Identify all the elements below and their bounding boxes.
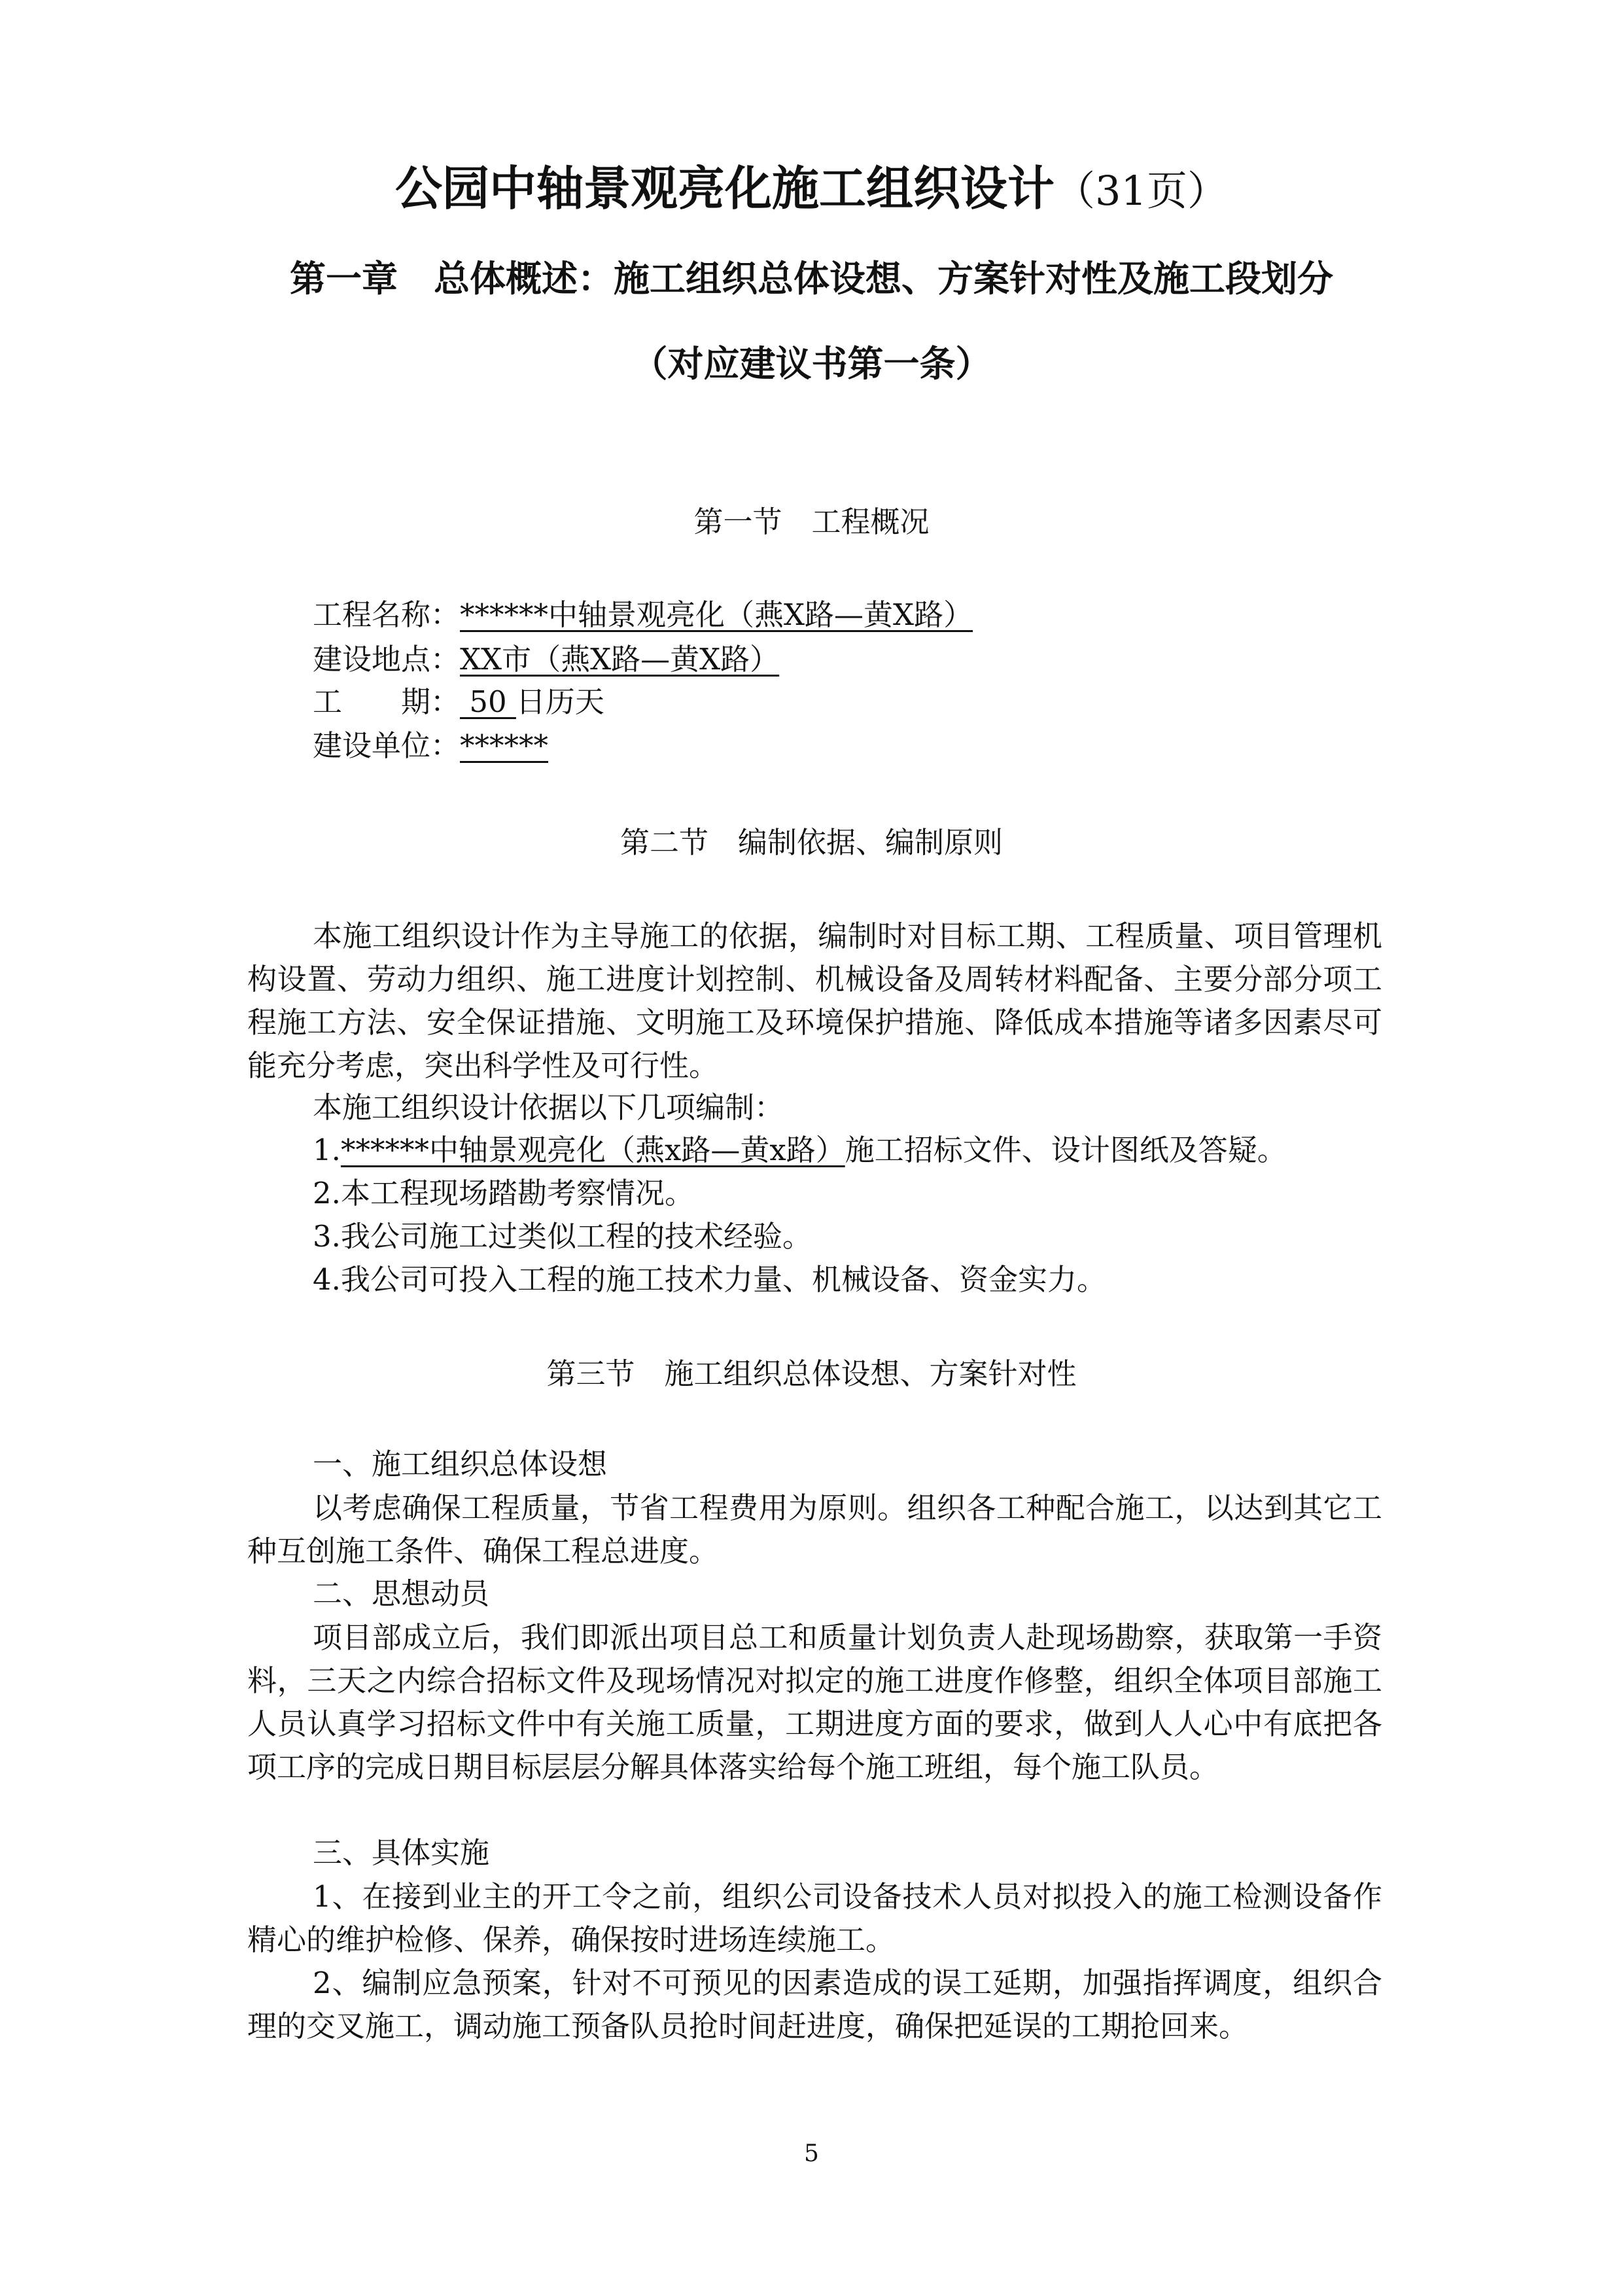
- item-number: 2.: [313, 1176, 341, 1210]
- info-value: XX市（燕X路—黄X路）: [460, 642, 780, 677]
- subheading: 二、思想动员: [313, 1576, 490, 1611]
- section1-heading: 第一节 工程概况: [693, 504, 930, 539]
- title-page-count: （31页）: [1055, 167, 1228, 215]
- paragraph: 以考虑确保工程质量，节省工程费用为原则。组织各工种配合施工，以达到其它工种互创施工条件、确保工程总进度。: [247, 1491, 1382, 1568]
- info-location: [313, 639, 779, 680]
- section3-heading: 第三节 施工组织总体设想、方案针对性: [546, 1356, 1077, 1391]
- list-item: [313, 1129, 1287, 1171]
- list-item: [313, 1173, 694, 1214]
- item-underlined: ******中轴景观亮化（燕x路—黄x路）: [340, 1133, 845, 1167]
- item-text: 本工程现场踏勘考察情况。: [340, 1176, 694, 1210]
- list-item: [313, 1216, 812, 1258]
- info-suffix: 日历天: [515, 684, 604, 719]
- document-title: [0, 157, 1623, 222]
- info-value: ******中轴景观亮化（燕X路—黄X路）: [460, 597, 973, 632]
- item-text: 施工招标文件、设计图纸及答疑。: [845, 1133, 1287, 1167]
- item-number: 3.: [313, 1219, 341, 1254]
- info-label: 建设地点：: [313, 642, 461, 677]
- item-number: 1.: [313, 1133, 341, 1167]
- item-number: 4.: [313, 1262, 341, 1297]
- list-item: [313, 1259, 1106, 1301]
- paragraph: 1、在接到业主的开工令之前，组织公司设备技术人员对拟投入的施工检测设备作精心的维护检修、保养，确保按时进场连续施工。: [247, 1879, 1382, 1957]
- info-project-name: [313, 594, 973, 636]
- title-main: 公园中轴景观亮化施工组织设计: [395, 160, 1055, 216]
- item-text: 我公司可投入工程的施工技术力量、机械设备、资金实力。: [340, 1262, 1106, 1297]
- info-value: ******: [460, 728, 549, 763]
- item-text: 我公司施工过类似工程的技术经验。: [340, 1219, 812, 1254]
- info-label: 建设单位：: [313, 728, 461, 763]
- chapter-heading: 第一章 总体概述：施工组织总体设想、方案针对性及施工段划分: [289, 257, 1333, 300]
- info-label: 工程名称：: [313, 597, 461, 632]
- paragraph: 2、编制应急预案，针对不可预见的因素造成的误工延期，加强指挥调度，组织合理的交叉施工，调动施工预备队员抢时间赶进度，确保把延误的工期抢回来。: [247, 1966, 1382, 2043]
- section2-heading: 第二节 编制依据、编制原则: [620, 825, 1003, 860]
- page-number: 5: [804, 2140, 819, 2167]
- chapter-subheading: （对应建议书第一条）: [631, 342, 992, 385]
- paragraph: 项目部成立后，我们即派出项目总工和质量计划负责人赴现场勘察，获取第一手资料，三天之内综合招标文件及现场情况对拟定的施工进度作修整，组织全体项目部施工人员认真学习招标文件中有关施工质量，工期进度方面的要求，做到人人心中有底把各项工序的完成日期目标层层分解具体落实给每个施工班组，每个施工队员。: [247, 1620, 1382, 1784]
- info-value: 50: [460, 684, 516, 719]
- info-client: [313, 725, 548, 767]
- subheading: 一、施工组织总体设想: [313, 1447, 608, 1481]
- paragraph: 本施工组织设计作为主导施工的依据，编制时对目标工期、工程质量、项目管理机构设置、劳动力组织、施工进度计划控制、机械设备及周转材料配备、主要分部分项工程施工方法、安全保证措施、文明施工及环境保护措施、降低成本措施等诸多因素尽可能充分考虑，突出科学性及可行性。: [247, 919, 1382, 1083]
- subheading: 三、具体实施: [313, 1835, 490, 1870]
- info-duration: [313, 681, 604, 723]
- info-label: 工 期：: [313, 684, 461, 719]
- paragraph: 本施工组织设计依据以下几项编制：: [313, 1090, 784, 1125]
